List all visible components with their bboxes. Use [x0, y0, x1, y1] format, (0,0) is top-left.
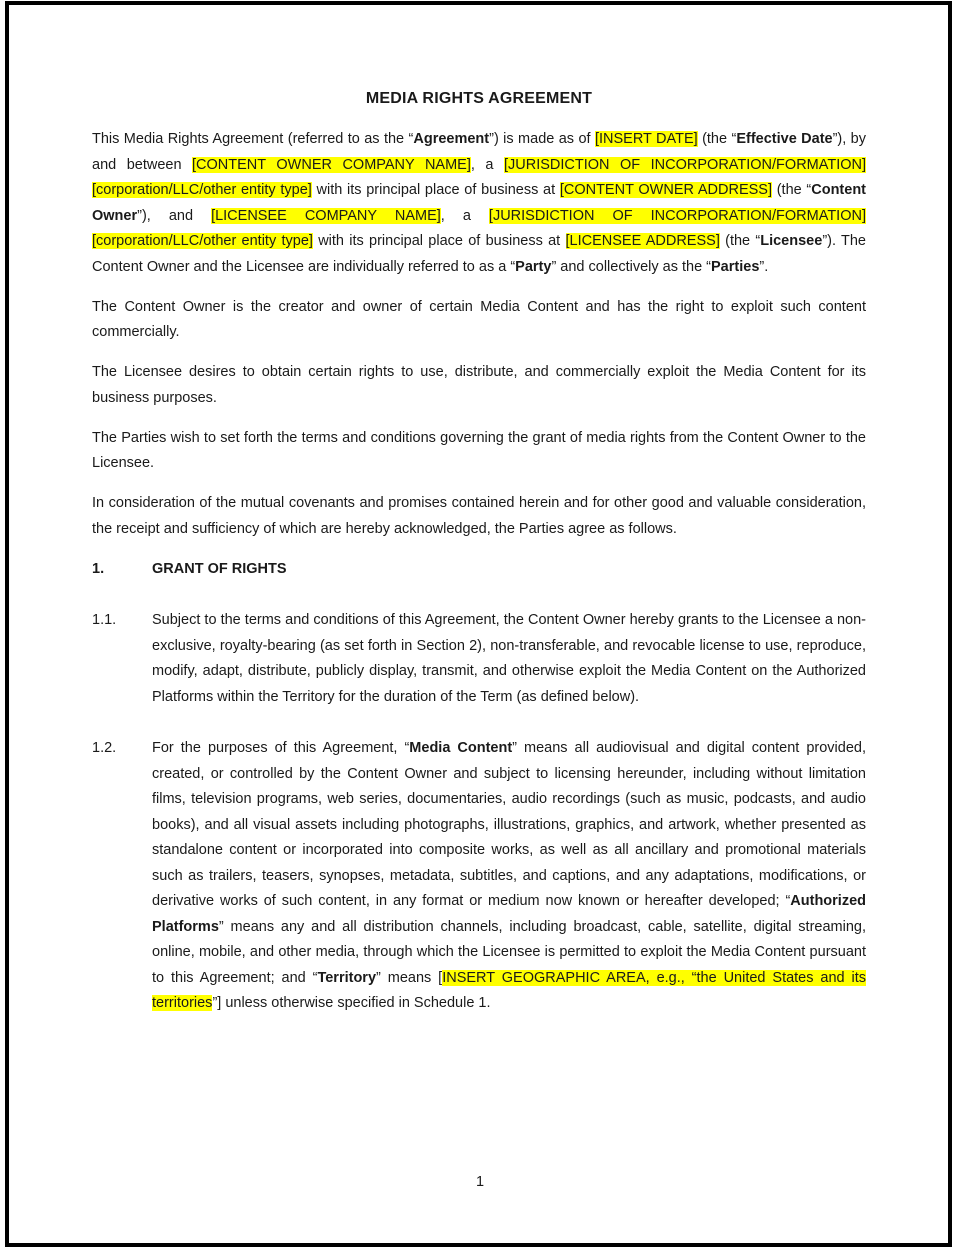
placeholder-highlight: INSERT GEOGRAPHIC AREA, e.g., “the United States and its territories [152, 969, 866, 1011]
clause-1-1-text [152, 612, 866, 705]
placeholder-highlight: [JURISDICTION OF INCORPORATION/FORMATION] [503, 156, 867, 173]
defined-term: Agreement [413, 131, 490, 147]
defined-term: Effective Date [736, 131, 833, 147]
placeholder-highlight: [corporation/LLC/other entity type] [92, 233, 313, 249]
clause-1-1 [92, 608, 866, 710]
section-title: GRANT OF RIGHTS [152, 560, 287, 577]
defined-term: Media Content [409, 740, 513, 756]
recital-parties: The Parties wish to set forth the terms and conditions governing the grant of media rights from the Content Owner to the Licensee. [92, 429, 866, 471]
placeholder-highlight: [LICENSEE ADDRESS] [565, 233, 720, 249]
defined-term: Territory [317, 969, 377, 986]
clause-1-1-number: 1.1. [92, 612, 117, 628]
text-run: ” means any and all distribution channels, including broadcast, cable, satellite, digital streaming, online, mobile, and other media, through which the Licensee is permitted to exploit the Media Content pursuant to this Agreement; and “ [152, 918, 866, 986]
text-run: This Media Rights Agreement (referred to as the “ [92, 131, 414, 147]
defined-term: Licensee [760, 233, 823, 249]
text-run: with its principal place of business at [311, 182, 560, 198]
placeholder-highlight: [corporation/LLC/other entity type] [92, 182, 312, 198]
placeholder-highlight: [CONTENT OWNER ADDRESS] [559, 182, 772, 198]
defined-term: Parties [711, 258, 760, 275]
placeholder-highlight: [CONTENT OWNER COMPANY NAME] [192, 156, 471, 173]
clause-1-2-text [152, 740, 866, 1011]
placeholder-highlight: [JURISDICTION OF INCORPORATION/FORMATION] [488, 207, 866, 224]
text-run: For the purposes of this Agreement, “ [152, 740, 410, 756]
recital-licensee: The Licensee desires to obtain certain rights to use, distribute, and commercially exploit the Media Content for its business purposes. [92, 364, 866, 406]
text-run: ” means [ [376, 969, 443, 986]
text-run: ”) is made as of [489, 131, 595, 147]
text-run: ”). The Content Owner and the Licensee are individually referred to as a “ [92, 233, 866, 275]
placeholder-highlight: [LICENSEE COMPANY NAME] [211, 207, 441, 224]
text-run: with its principal place of business at [312, 233, 566, 249]
text-run: (the “ [697, 131, 737, 147]
clause-1-2-number: 1.2. [92, 740, 117, 756]
document-title: MEDIA RIGHTS AGREEMENT [365, 90, 593, 107]
section-number: 1. [92, 560, 105, 577]
defined-term: Content Owner [92, 182, 866, 224]
text-run: , a [440, 207, 489, 224]
text-run: ”] unless otherwise specified in Schedule 1. [212, 995, 491, 1011]
defined-term: Party [515, 258, 552, 275]
text-run: , a [470, 156, 504, 173]
intro-paragraph [92, 127, 866, 280]
text-run: ”), by and between [92, 131, 867, 173]
consideration-paragraph: In consideration of the mutual covenants and promises contained herein and for other good and valuable consideration, the receipt and sufficiency of which are hereby acknowledged, the Parties agree as follows. [92, 495, 866, 537]
text-run: ”), and [137, 207, 212, 224]
clause-1-2 [92, 736, 866, 1017]
document-content [92, 0, 866, 1043]
text-run: Subject to the terms and conditions of this Agreement, the Content Owner hereby grants to the Licensee a non-exclusive, royalty-bearing (as set forth in Section 2), non-transferable, and revocable license to use, reproduce, modify, adapt, distribute, publicly display, transmit, and otherwise exploit the Media Content on the Authorized Platforms within the Territory for the duration of the Term (as defined below). [152, 612, 866, 705]
text-run: (the “ [719, 233, 761, 249]
text-run: ” means all audiovisual and digital content provided, created, or controlled by the Content Owner and subject to licensing hereunder, including without limitation films, television programs, web series, documentaries, audio recordings (such as music, podcasts, and audio books), and all visual assets including photographs, illustrations, graphics, and artwork, whether presented as standalone content or incorporated into composite works, as well as all ancillary and promotional materials such as trailers, teasers, synopses, metadata, subtitles, and captions, and any adaptations, modifications, or derivative works of such content, in any format or medium now known or hereafter developed; “ [152, 740, 866, 909]
text-run: ” and collectively as the “ [551, 258, 712, 275]
page-number: 1 [475, 1174, 485, 1190]
text-run: ”. [759, 258, 769, 275]
defined-term: Authorized Platforms [152, 893, 866, 935]
placeholder-highlight: [INSERT DATE] [594, 131, 698, 147]
section-1-heading [92, 557, 866, 583]
text-run: (the “ [772, 182, 812, 198]
recital-content-owner: The Content Owner is the creator and owner of certain Media Content and has the right to exploit such content commercially. [92, 298, 866, 340]
